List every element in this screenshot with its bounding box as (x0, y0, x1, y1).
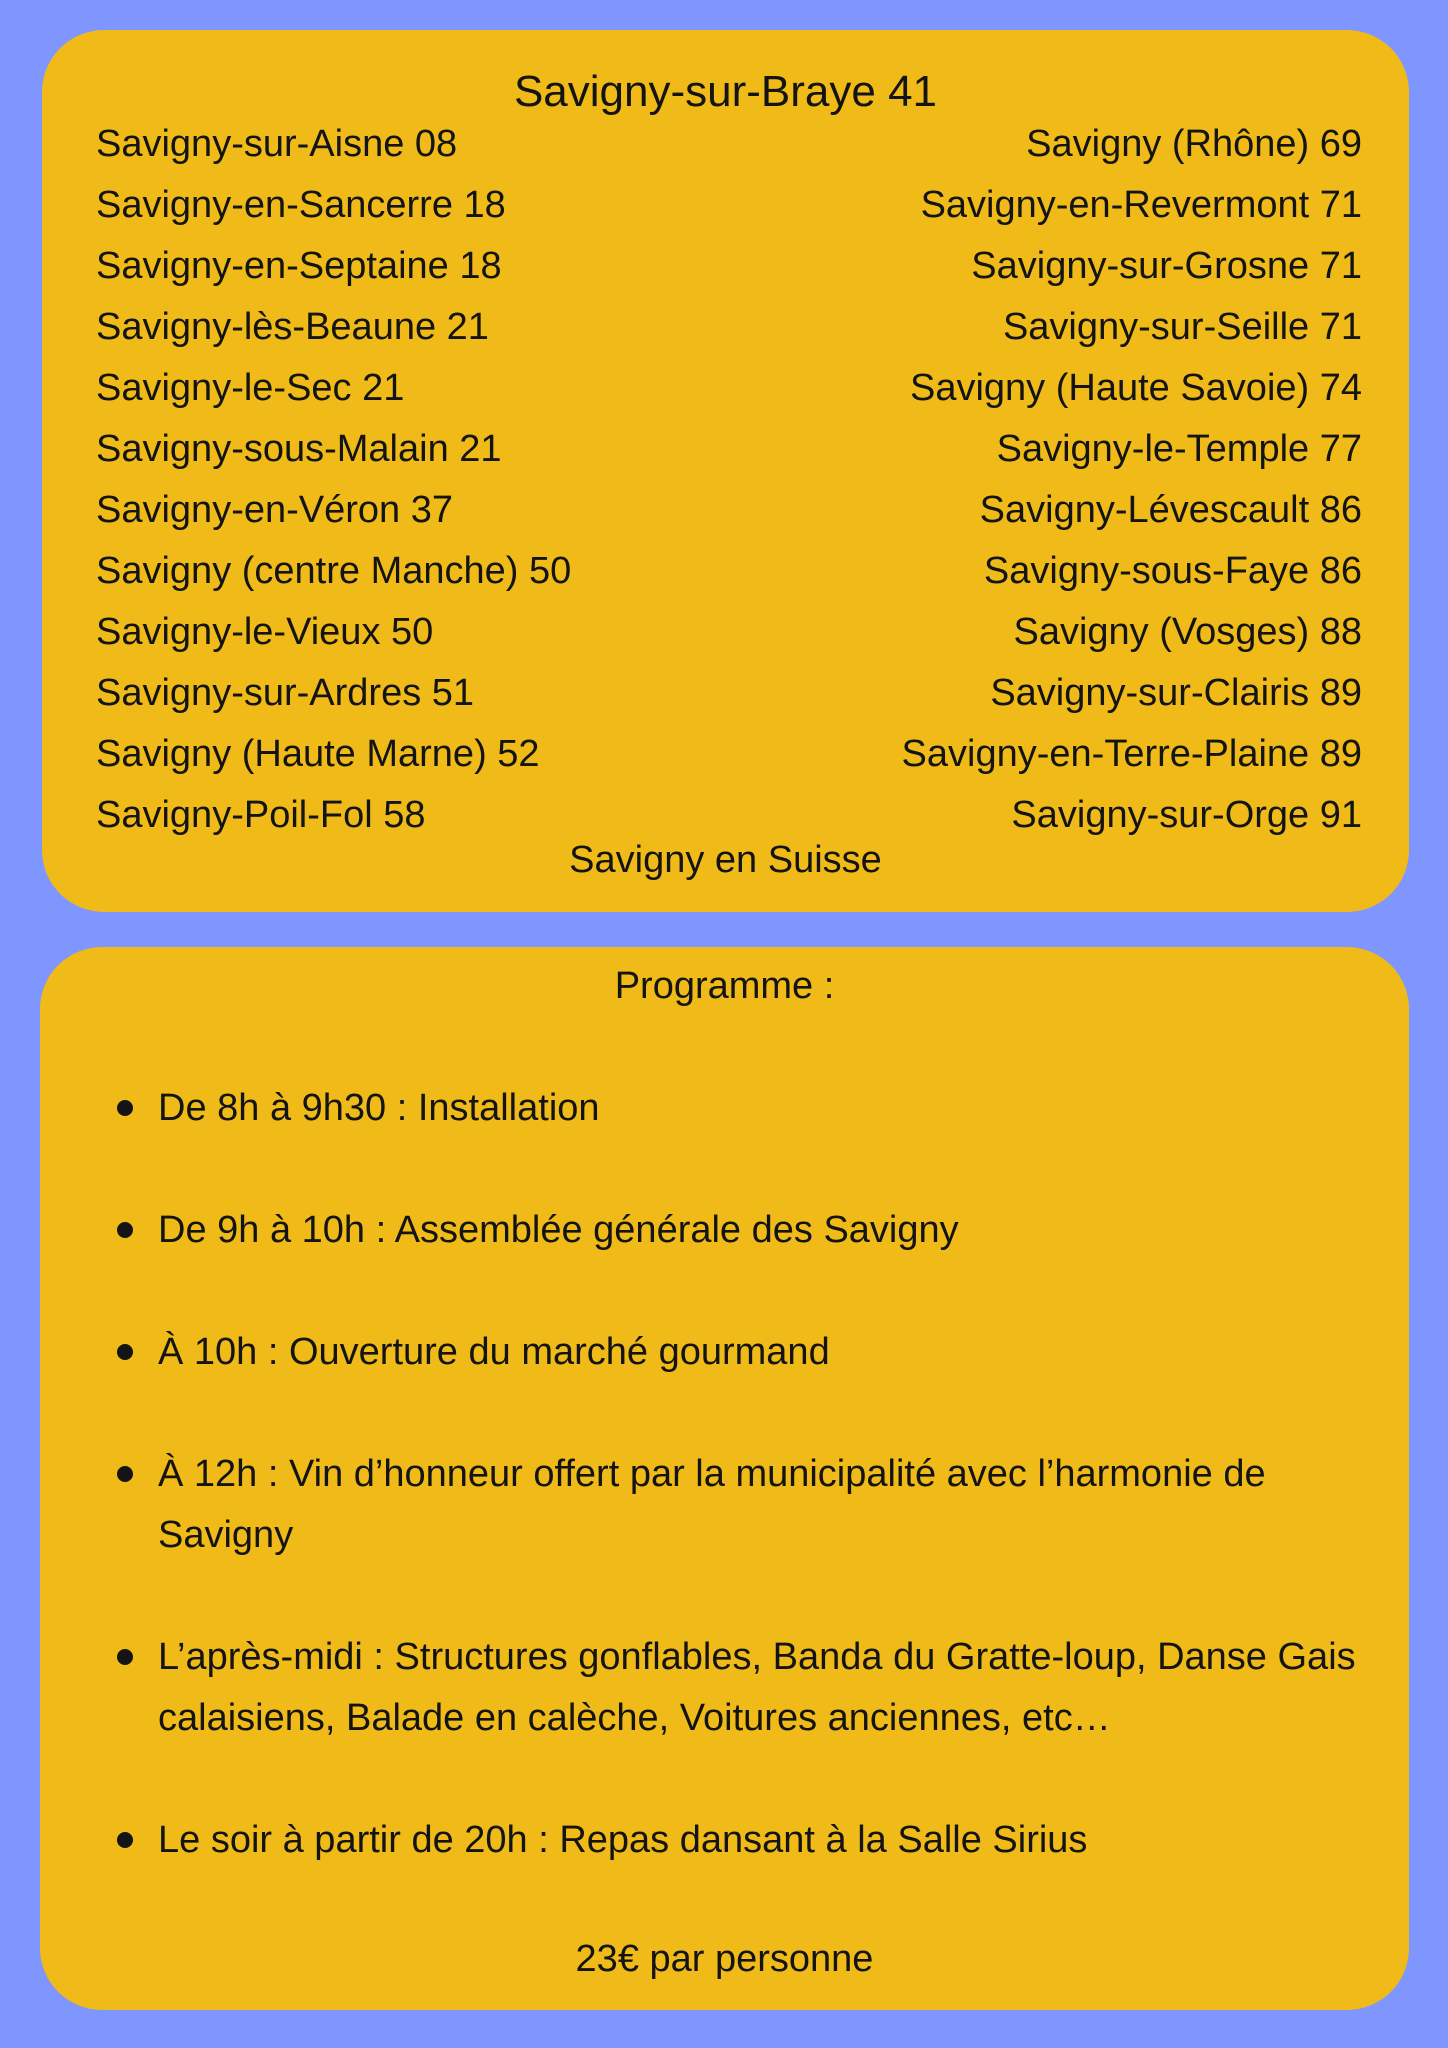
programme-item (118, 1444, 1388, 1566)
programme-item-text: De 9h à 10h : Assemblée générale des Savigny (158, 1209, 959, 1251)
programme-panel (40, 947, 1409, 2010)
commune-item: Savigny-en-Terre-Plaine 89 (901, 733, 1362, 775)
commune-item: Savigny-sous-Malain 21 (96, 428, 502, 470)
bullet-icon (117, 1832, 133, 1848)
programme-item (118, 1200, 1388, 1261)
commune-item: Savigny (Haute Savoie) 74 (909, 367, 1362, 409)
programme-item (118, 1078, 1388, 1139)
programme-item-text: De 8h à 9h30 : Installation (158, 1087, 600, 1129)
communes-title: Savigny-sur-Braye 41 (513, 67, 938, 116)
communes-footer: Savigny en Suisse (569, 839, 882, 881)
commune-item: Savigny-sur-Ardres 51 (96, 672, 475, 714)
bullet-icon (117, 1222, 133, 1238)
commune-item: Savigny-le-Sec 21 (96, 367, 405, 409)
commune-item: Savigny-le-Temple 77 (996, 428, 1362, 470)
bullet-icon (117, 1649, 133, 1665)
commune-item: Savigny-sur-Grosne 71 (971, 245, 1362, 287)
commune-item: Savigny-en-Septaine 18 (96, 245, 502, 287)
commune-item: Savigny-Lévescault 86 (979, 489, 1362, 531)
commune-item: Savigny (centre Manche) 50 (96, 550, 572, 592)
price-label: 23€ par personne (575, 1938, 874, 1980)
commune-item: Savigny-sur-Clairis 89 (990, 672, 1362, 714)
commune-item: Savigny-sur-Aisne 08 (96, 123, 458, 165)
commune-item: Savigny-lès-Beaune 21 (96, 306, 489, 348)
commune-item: Savigny (Vosges) 88 (1013, 611, 1362, 653)
commune-item: Savigny-en-Sancerre 18 (96, 184, 506, 226)
programme-item-text: L’après-midi : Structures gonflables, Banda du Gratte-loup, Danse Gais calaisiens, Balade en calèche, Voitures anciennes, etc… (158, 1636, 1356, 1739)
commune-item: Savigny-sous-Faye 86 (983, 550, 1362, 592)
commune-item: Savigny (Rhône) 69 (1026, 123, 1362, 165)
commune-item: Savigny-le-Vieux 50 (96, 611, 434, 653)
bullet-icon (117, 1344, 133, 1360)
bullet-icon (117, 1466, 133, 1482)
programme-item-text: À 10h : Ouverture du marché gourmand (158, 1331, 830, 1373)
communes-right-column (902, 114, 1362, 846)
programme-item (118, 1627, 1388, 1749)
programme-heading: Programme : (614, 965, 835, 1007)
commune-item: Savigny-Poil-Fol 58 (96, 794, 426, 836)
programme-item (118, 1810, 1388, 1871)
commune-item: Savigny-en-Revermont 71 (920, 184, 1362, 226)
bullet-icon (117, 1100, 133, 1116)
commune-item: Savigny-en-Véron 37 (96, 489, 453, 531)
commune-item: Savigny-sur-Seille 71 (1002, 306, 1362, 348)
commune-item: Savigny (Haute Marne) 52 (96, 733, 540, 775)
programme-item-text: À 12h : Vin d’honneur offert par la municipalité avec l’harmonie de Savigny (158, 1453, 1266, 1556)
commune-item: Savigny-sur-Orge 91 (1011, 794, 1362, 836)
programme-item-text: Le soir à partir de 20h : Repas dansant à la Salle Sirius (158, 1819, 1088, 1861)
communes-panel (42, 30, 1409, 912)
programme-item (118, 1322, 1388, 1383)
communes-left-column (96, 114, 571, 846)
